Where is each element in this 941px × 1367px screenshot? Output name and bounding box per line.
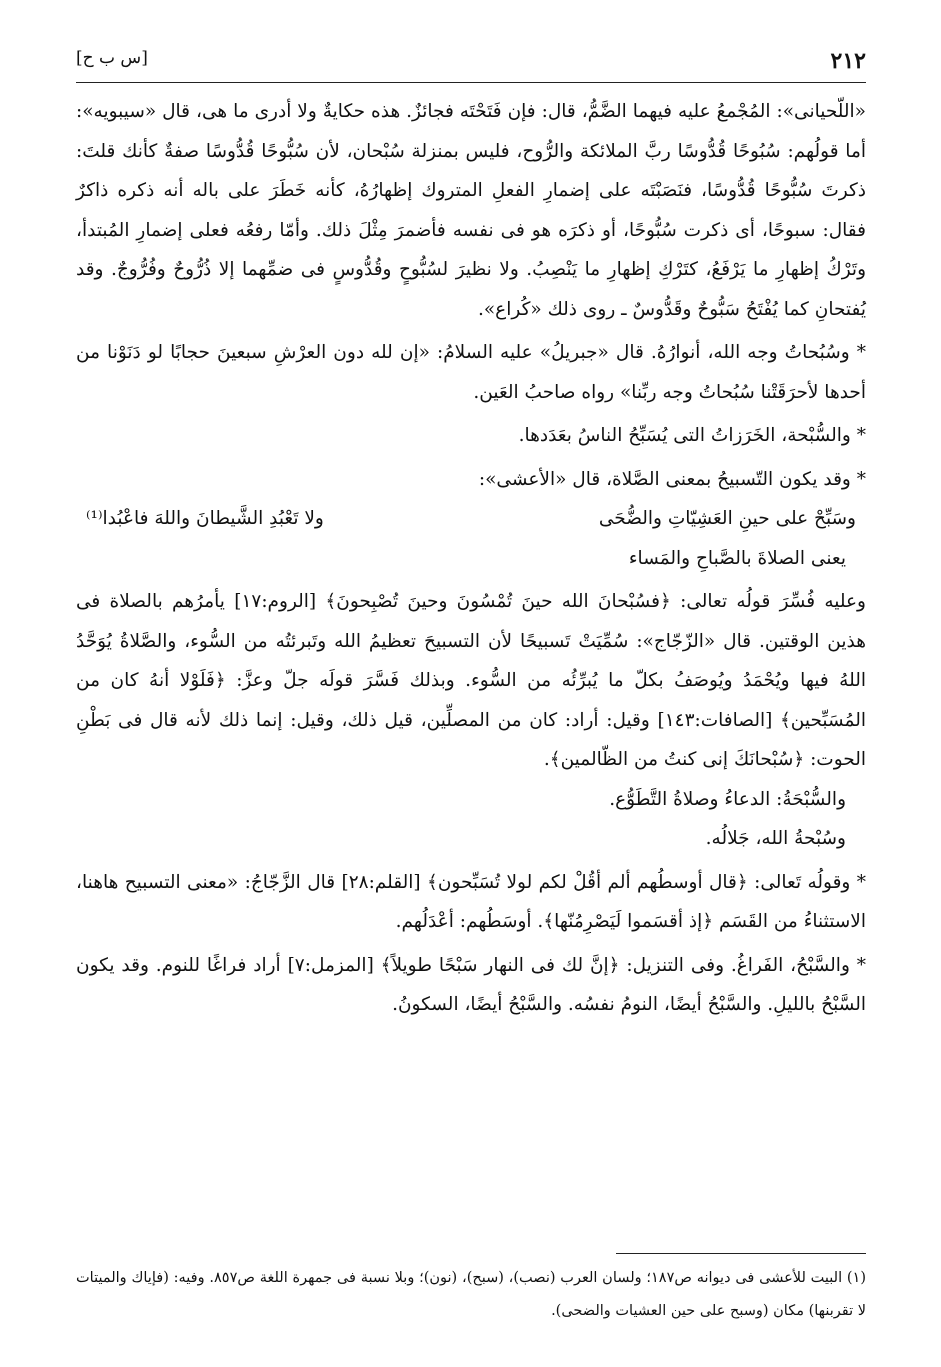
- paragraph: * والسُّبْحة، الخَرَزاتُ التى يُسَبِّحُ الناسُ بعَدَدها.: [518, 425, 866, 446]
- running-head: [س ب ح]: [76, 48, 148, 68]
- paragraph: * وسُبُحاتُ وجه الله، أنوارُهُ. قال «جبريلُ» عليه السلامُ: «إن لله دون العرْشِ سبعينَ حجابًا لو دَنَوْنا من أحدها لأحرَقَتْنا سُبُحاتُ وجه ربِّنا» رواه صاحبُ العَين.: [76, 342, 866, 403]
- paragraph: وعليه فُسِّرَ قولُه تعالى: ﴿فسُبْحانَ الله حينَ تُمْسُونَ وحينَ تُصْبِحونَ﴾ [الروم:١٧] يأمرُهم بالصلاة فى هذين الوقتين. قال «الزّجّاج»: سُمِّيَتْ تَسبيحًا لأن التسبيحَ تعظيمُ الله وتَبرئتُه من السُّوء، والصَّلاةُ يُوَحَّدُ اللهُ فيها ويُحْمَدُ ويُوصَفُ بكلّ ما يُبرِّئُه من السُّوء. وبذلك فَسَّرَ قولَه جلّ وعزَّ: ﴿فَلَوْلا أنهُ كان من المُسَبِّحين﴾ [الصافات:١٤٣] وقيل: أراد: كان من المصلِّين، قيل ذلك، وقيل: إنما ذلك لأنه قال فى بَطْنِ الحوت: ﴿سُبْحانَكَ إنى كنتُ من الظّالمين﴾.: [76, 591, 866, 770]
- main-text: [76, 92, 866, 1025]
- page-header: [76, 44, 866, 80]
- footnote-rule: [616, 1253, 866, 1254]
- poem-verse: [76, 499, 866, 539]
- page-number: ٢١٢: [830, 48, 866, 74]
- paragraph: * وقولُه تَعالى: ﴿قال أوسطُهم ألم أقُلْ لكم لولا تُسَبِّحون﴾ [القلم:٢٨] قال الزَّجّاجُ: «معنى التسبيح هاهنا، الاستثناءُ من القَسَم ﴿إذ أقسَموا لَيَصْرِمُنّها﴾. أوسَطُهم: أعْدَلُهم.: [76, 871, 866, 932]
- paragraph: يعنى الصلاةَ بالصَّباحِ والمَساء: [628, 547, 846, 569]
- paragraph: * وقد يكون التّسبيحُ بمعنى الصَّلاة، قال «الأعشى»:: [478, 468, 866, 490]
- footnote: (١) البيت للأعشى فى ديوانه ص١٨٧؛ ولسان العرب (نصب)، (سبح)، (نون)؛ وبلا نسبة فى جمهرة اللغة ص٨٥٧. وفيه: (فإياك والميتات لا تقربنها) مكان (وسبح على حين العشيات والضحى).: [76, 1270, 867, 1319]
- footnotes: [76, 1262, 866, 1328]
- verse-first-hemistich: وسَبِّحْ على حينِ العَشِيّاتِ والضُّحَى: [598, 508, 856, 529]
- paragraph: «اللّحيانى»: المُجْمعُ عليه فيهما الضَّمُّ، قال: فإن فَتَحْتَه فجائزٌ. هذه حكايةٌ ولا أدرى ما هى، قال «سيبويه»: أما قولُهم: سُبُوحًا قُدُّوسًا ربَّ الملائكة والرُّوح، فليس بمنزلة سُبْحان، لأن سُبُّوحًا قُدُّوسًا صفةٌ كأنك قلتَ: ذكرتَ سُبُّوحًا قُدُّوسًا، فنَصَبْتَه على إضمارِ الفعلِ المتروك إظهارُهُ، كأنه خَطَرَ على باله أنه ذكره ذاكرٌ فقال: سبوحًا، أى ذكرت سُبُّوحًا، أو ذكرَه هو فى نفسه فأضمرَ مِثْلَ ذلك. وأمّا رفعُه فعلى إضمارِ المُبتدأ، وتَرْكُ إظهارِ ما يَرْفَعُ، كتَرْكِ إظهارِ ما يَنْصِبُ. ولا نظيرَ لسُبُّوحٍ وقُدُّوسٍ فى ضمِّهما إلا ذُرُّوحٌ وفُرُّوجٌ. وقد يُفتحانِ كما يُفْتَحُ سَبُّوحٌ وقَدُّوسٌ ـ روى ذلك «كُراع».: [76, 101, 866, 320]
- header-rule: [76, 82, 866, 83]
- paragraph: * والسَّبْحُ، الفَراغُ. وفى التنزيل: ﴿إنَّ لك فى النهار سَبْحًا طويلاً﴾ [المزمل:٧] أراد فراغًا للنوم. وقد يكون السَّبْحُ بالليلِ. والسَّبْحُ أيضًا، النومُ نفسُه. والسَّبْحُ أيضًا، السكونُ.: [76, 954, 867, 1015]
- verse-second-hemistich: ولا تَعْبُدِ الشَّيطانَ واللهَ فاعْبُدا⁽¹⁾: [86, 508, 324, 529]
- paragraph: والسُّبْحَةُ: الدعاءُ وصلاةُ التَّطَوُّع.: [609, 788, 846, 810]
- paragraph: وسُبْحةُ الله، جَلالُه.: [705, 828, 846, 849]
